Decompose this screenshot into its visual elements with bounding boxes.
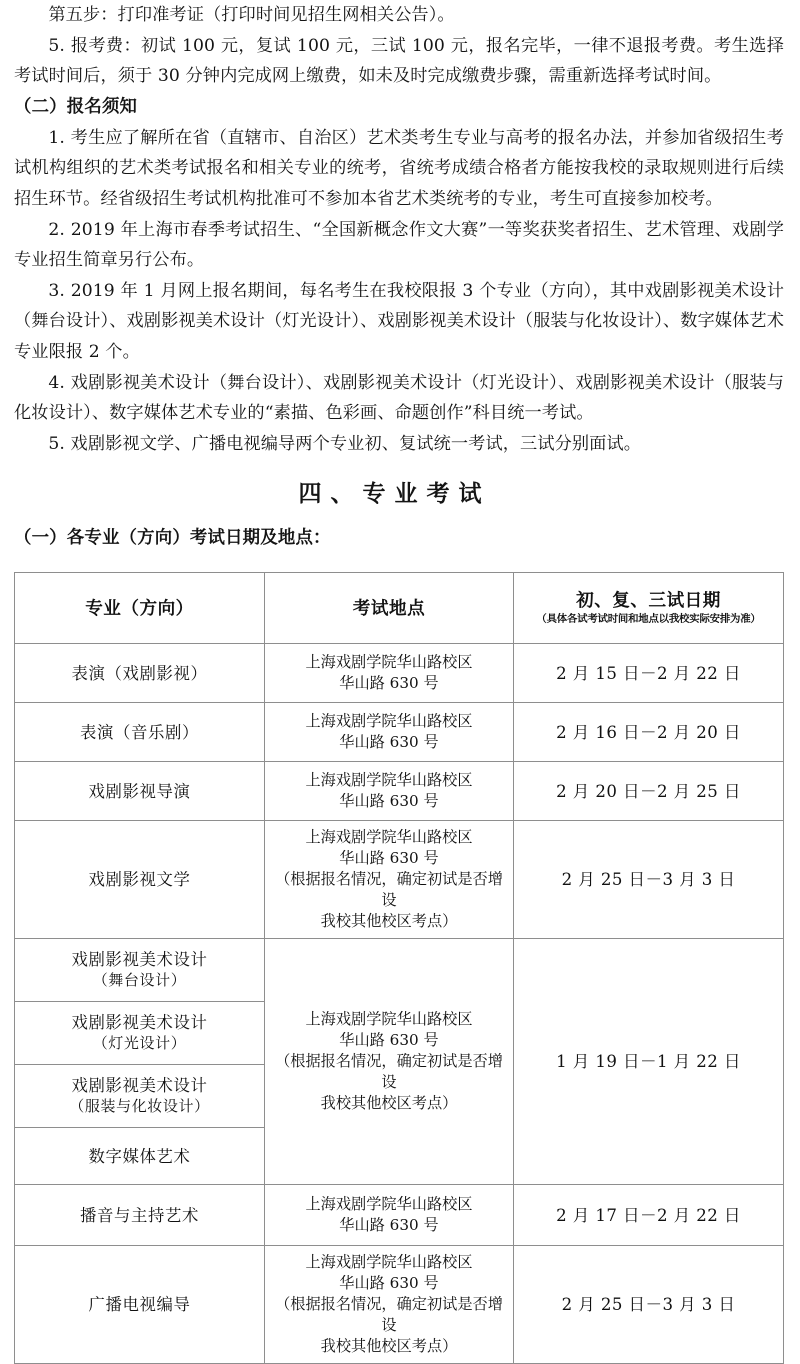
cell-major	[15, 1246, 265, 1364]
major-name: 表演（音乐剧）	[80, 722, 199, 742]
major-direction: （灯光设计）	[92, 1034, 187, 1053]
table-header-row	[15, 573, 784, 644]
cell-major	[15, 821, 265, 939]
venue-line-1: 上海戏剧学院华山路校区	[305, 1253, 473, 1272]
registration-item-3: 3. 2019 年 1 月网上报名期间，每名考生在我校限报 3 个专业（方向），其中戏剧影视美术设计（舞台设计）、戏剧影视美术设计（灯光设计）、戏剧影视美术设计（服装与化妆设计）、数字媒体艺术专业限报 2 个。	[14, 280, 784, 362]
major-name: 戏剧影视美术设计	[71, 1013, 208, 1033]
cell-major	[15, 644, 265, 703]
exam-schedule-table	[14, 572, 784, 1364]
venue-line-2: 华山路 630 号	[339, 674, 439, 693]
venue-note-2: 我校其他校区考点）	[320, 912, 458, 931]
major-name: 播音与主持艺术	[80, 1205, 199, 1225]
prose-section	[0, 0, 800, 572]
date-range: 2 月 16 日－2 月 20 日	[556, 722, 741, 742]
table-row	[15, 703, 784, 762]
major-name: 广播电视编导	[88, 1295, 191, 1315]
venue-note-2: 我校其他校区考点）	[320, 1094, 458, 1113]
table-body	[15, 644, 784, 1364]
cell-date	[514, 762, 784, 821]
venue-note-2: 我校其他校区考点）	[320, 1337, 458, 1356]
table-row	[15, 644, 784, 703]
column-header-dates	[514, 573, 784, 644]
major-name: 表演（戏剧影视）	[71, 663, 208, 683]
registration-item-4: 4. 戏剧影视美术设计（舞台设计）、戏剧影视美术设计（灯光设计）、戏剧影视美术设计（服装与化妆设计）、数字媒体艺术专业的“素描、色彩画、命题创作”科目统一考试。	[14, 372, 784, 424]
venue-line-2: 华山路 630 号	[339, 733, 439, 752]
registration-item-2: 2. 2019 年上海市春季考试招生、“全国新概念作文大赛”一等奖获奖者招生、艺术管理、戏剧学专业招生简章另行公布。	[14, 219, 784, 271]
cell-date	[514, 644, 784, 703]
registration-item-1: 1. 考生应了解所在省（直辖市、自治区）艺术类考生专业与高考的报名办法，并参加省级招生考试机构组织的艺术类考试报名和相关专业的统考，省统考成绩合格者方能按我校的录取规则进行后续招生环节。经省级招生考试机构批准可不参加本省艺术类统考的专业，考生可直接参加校考。	[14, 127, 784, 209]
date-range: 2 月 17 日－2 月 22 日	[556, 1205, 741, 1225]
cell-date	[514, 1246, 784, 1364]
venue-note-1: （根据报名情况，确定初试是否增设	[275, 1295, 503, 1335]
venue-line-1: 上海戏剧学院华山路校区	[305, 653, 473, 672]
cell-major	[15, 762, 265, 821]
column-header-venue-label: 考试地点	[352, 597, 426, 619]
venue-line-1: 上海戏剧学院华山路校区	[305, 1010, 473, 1029]
venue-note-1: （根据报名情况，确定初试是否增设	[275, 1052, 503, 1092]
cell-date-merged	[514, 939, 784, 1185]
venue-line-2: 华山路 630 号	[339, 1031, 439, 1050]
spacer-before-table	[14, 554, 784, 572]
spacer-after-title	[14, 511, 784, 523]
cell-major	[15, 1128, 265, 1185]
cell-venue	[265, 703, 514, 762]
date-range: 2 月 25 日－3 月 3 日	[561, 870, 736, 890]
table-row	[15, 762, 784, 821]
heading-exam-dates-venues: （一）各专业（方向）考试日期及地点：	[14, 528, 331, 549]
cell-venue	[265, 821, 514, 939]
major-name: 戏剧影视美术设计	[71, 1076, 208, 1096]
cell-venue	[265, 762, 514, 821]
paragraph-exam-fee: 5. 报考费：初试 100 元，复试 100 元，三试 100 元，报名完毕，一律不退报考费。考生选择考试时间后，须于 30 分钟内完成网上缴费，如未及时完成缴费步骤，需重新选择考试时间。	[14, 35, 784, 87]
cell-venue	[265, 644, 514, 703]
column-header-dates-note: （具体各试考试时间和地点以我校实际安排为准）	[536, 613, 761, 626]
date-range: 2 月 25 日－3 月 3 日	[561, 1295, 736, 1315]
venue-line-2: 华山路 630 号	[339, 1216, 439, 1235]
cell-major	[15, 1002, 265, 1065]
cell-venue	[265, 1246, 514, 1364]
table-row	[15, 1185, 784, 1246]
venue-line-1: 上海戏剧学院华山路校区	[305, 828, 473, 847]
venue-line-1: 上海戏剧学院华山路校区	[305, 771, 473, 790]
cell-date	[514, 703, 784, 762]
venue-line-2: 华山路 630 号	[339, 792, 439, 811]
cell-major	[15, 939, 265, 1002]
column-header-major	[15, 573, 265, 644]
venue-note-1: （根据报名情况，确定初试是否增设	[275, 870, 503, 910]
venue-line-2: 华山路 630 号	[339, 1274, 439, 1293]
section-title-professional-exam: 四、专业考试	[298, 480, 491, 508]
cell-major	[15, 1185, 265, 1246]
column-header-dates-label: 初、复、三试日期	[576, 590, 721, 612]
major-direction: （服装与化妆设计）	[69, 1097, 210, 1116]
date-range: 2 月 15 日－2 月 22 日	[556, 663, 741, 683]
paragraph-step-five: 第五步：打印准考证（打印时间见招生网相关公告）。	[48, 5, 455, 25]
registration-item-5: 5. 戏剧影视文学、广播电视编导两个专业初、复试统一考试，三试分别面试。	[48, 433, 642, 454]
major-name: 戏剧影视导演	[88, 781, 191, 801]
major-direction: （舞台设计）	[92, 971, 187, 990]
table-row	[15, 821, 784, 939]
major-name: 数字媒体艺术	[88, 1146, 191, 1166]
venue-line-2: 华山路 630 号	[339, 849, 439, 868]
date-range: 2 月 20 日－2 月 25 日	[556, 781, 741, 801]
venue-line-1: 上海戏剧学院华山路校区	[305, 1195, 473, 1214]
spacer-before-title	[14, 459, 784, 477]
major-name: 戏剧影视美术设计	[71, 950, 208, 970]
cell-venue-merged	[265, 939, 514, 1185]
column-header-venue	[265, 573, 514, 644]
cell-major	[15, 1065, 265, 1128]
table-row	[15, 939, 784, 1002]
column-header-major-label: 专业（方向）	[85, 597, 194, 619]
major-name: 戏剧影视文学	[88, 870, 191, 890]
table-row	[15, 1246, 784, 1364]
cell-date	[514, 821, 784, 939]
cell-venue	[265, 1185, 514, 1246]
cell-date	[514, 1185, 784, 1246]
cell-major	[15, 703, 265, 762]
heading-registration-notice: （二）报名须知	[14, 96, 138, 117]
table-header	[15, 573, 784, 644]
exam-table-wrapper	[0, 572, 800, 1364]
date-range: 1 月 19 日－1 月 22 日	[556, 1052, 741, 1072]
venue-line-1: 上海戏剧学院华山路校区	[305, 712, 473, 731]
